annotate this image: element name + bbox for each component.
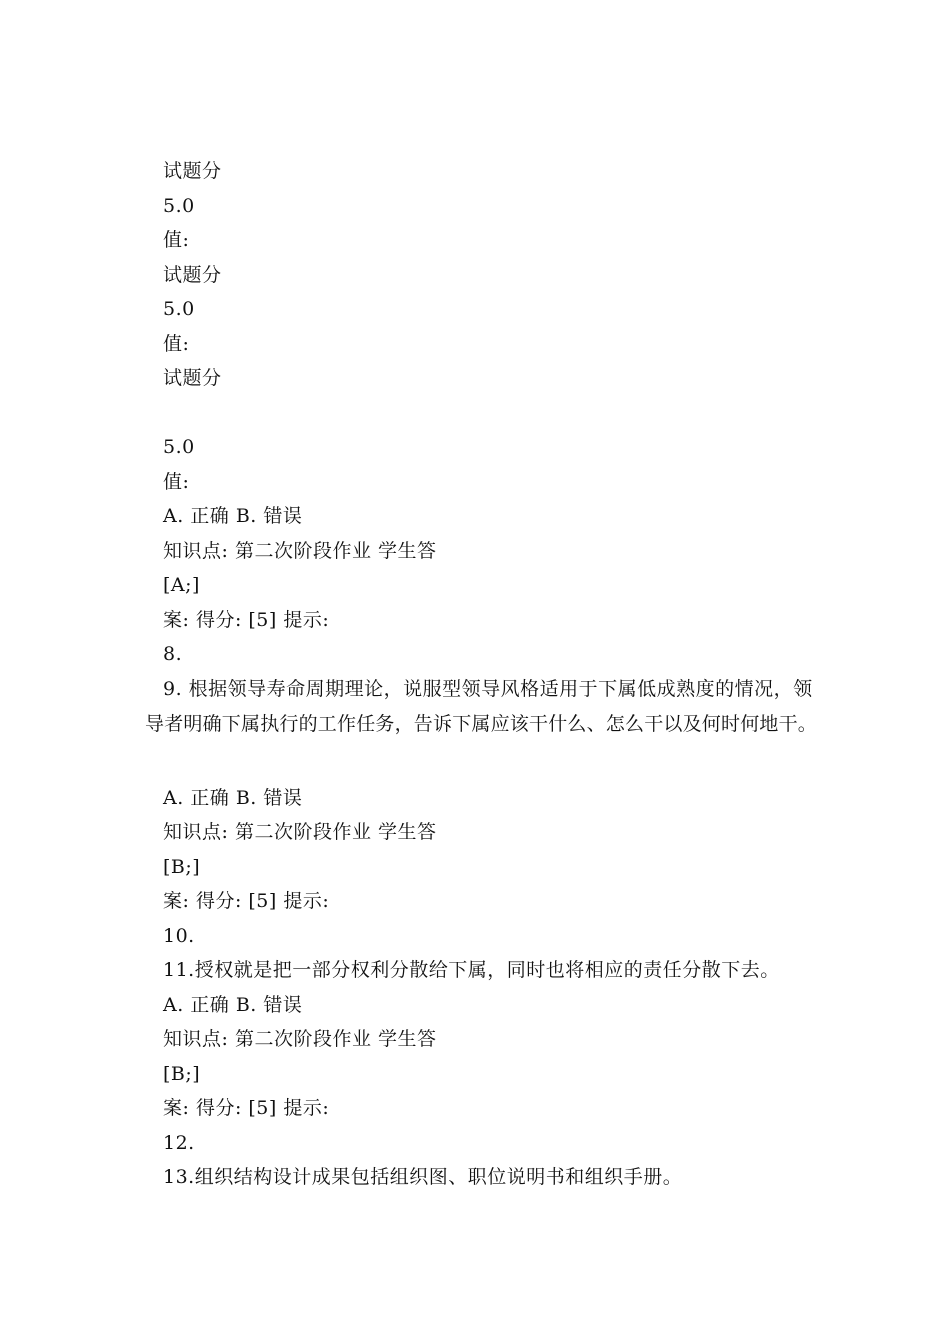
score-hint: 案: 得分: [5] 提示: (163, 890, 330, 912)
score-label: 试题分 (163, 160, 222, 182)
student-answer: [A;] (163, 574, 200, 596)
question-text: 9. 根据领导寿命周期理论，说服型领导风格适用于下属低成熟度的情况，领 (163, 678, 813, 700)
score-label: 试题分 (163, 367, 222, 389)
score-value: 5.0 (163, 195, 195, 217)
question-text-continued: 导者明确下属执行的工作任务，告诉下属应该干什么、怎么干以及何时何地干。 (145, 713, 818, 735)
score-label: 试题分 (163, 264, 222, 286)
answer-options: A. 正确 B. 错误 (163, 505, 303, 527)
student-answer: [B;] (163, 856, 201, 878)
score-label-suffix: 值: (163, 333, 190, 355)
knowledge-point: 知识点: 第二次阶段作业 学生答 (163, 821, 437, 843)
score-hint: 案: 得分: [5] 提示: (163, 609, 330, 631)
score-hint: 案: 得分: [5] 提示: (163, 1097, 330, 1119)
score-label-suffix: 值: (163, 471, 190, 493)
score-value: 5.0 (163, 298, 195, 320)
knowledge-point: 知识点: 第二次阶段作业 学生答 (163, 1028, 437, 1050)
score-value: 5.0 (163, 436, 195, 458)
student-answer: [B;] (163, 1063, 201, 1085)
question-text: 11.授权就是把一部分权利分散给下属，同时也将相应的责任分散下去。 (163, 959, 780, 981)
question-number: 10. (163, 925, 195, 947)
answer-options: A. 正确 B. 错误 (163, 994, 303, 1016)
question-number: 12. (163, 1132, 195, 1154)
knowledge-point: 知识点: 第二次阶段作业 学生答 (163, 540, 437, 562)
answer-options: A. 正确 B. 错误 (163, 787, 303, 809)
score-label-suffix: 值: (163, 229, 190, 251)
question-number: 8. (163, 643, 183, 665)
question-text: 13.组织结构设计成果包括组织图、职位说明书和组织手册。 (163, 1166, 683, 1188)
